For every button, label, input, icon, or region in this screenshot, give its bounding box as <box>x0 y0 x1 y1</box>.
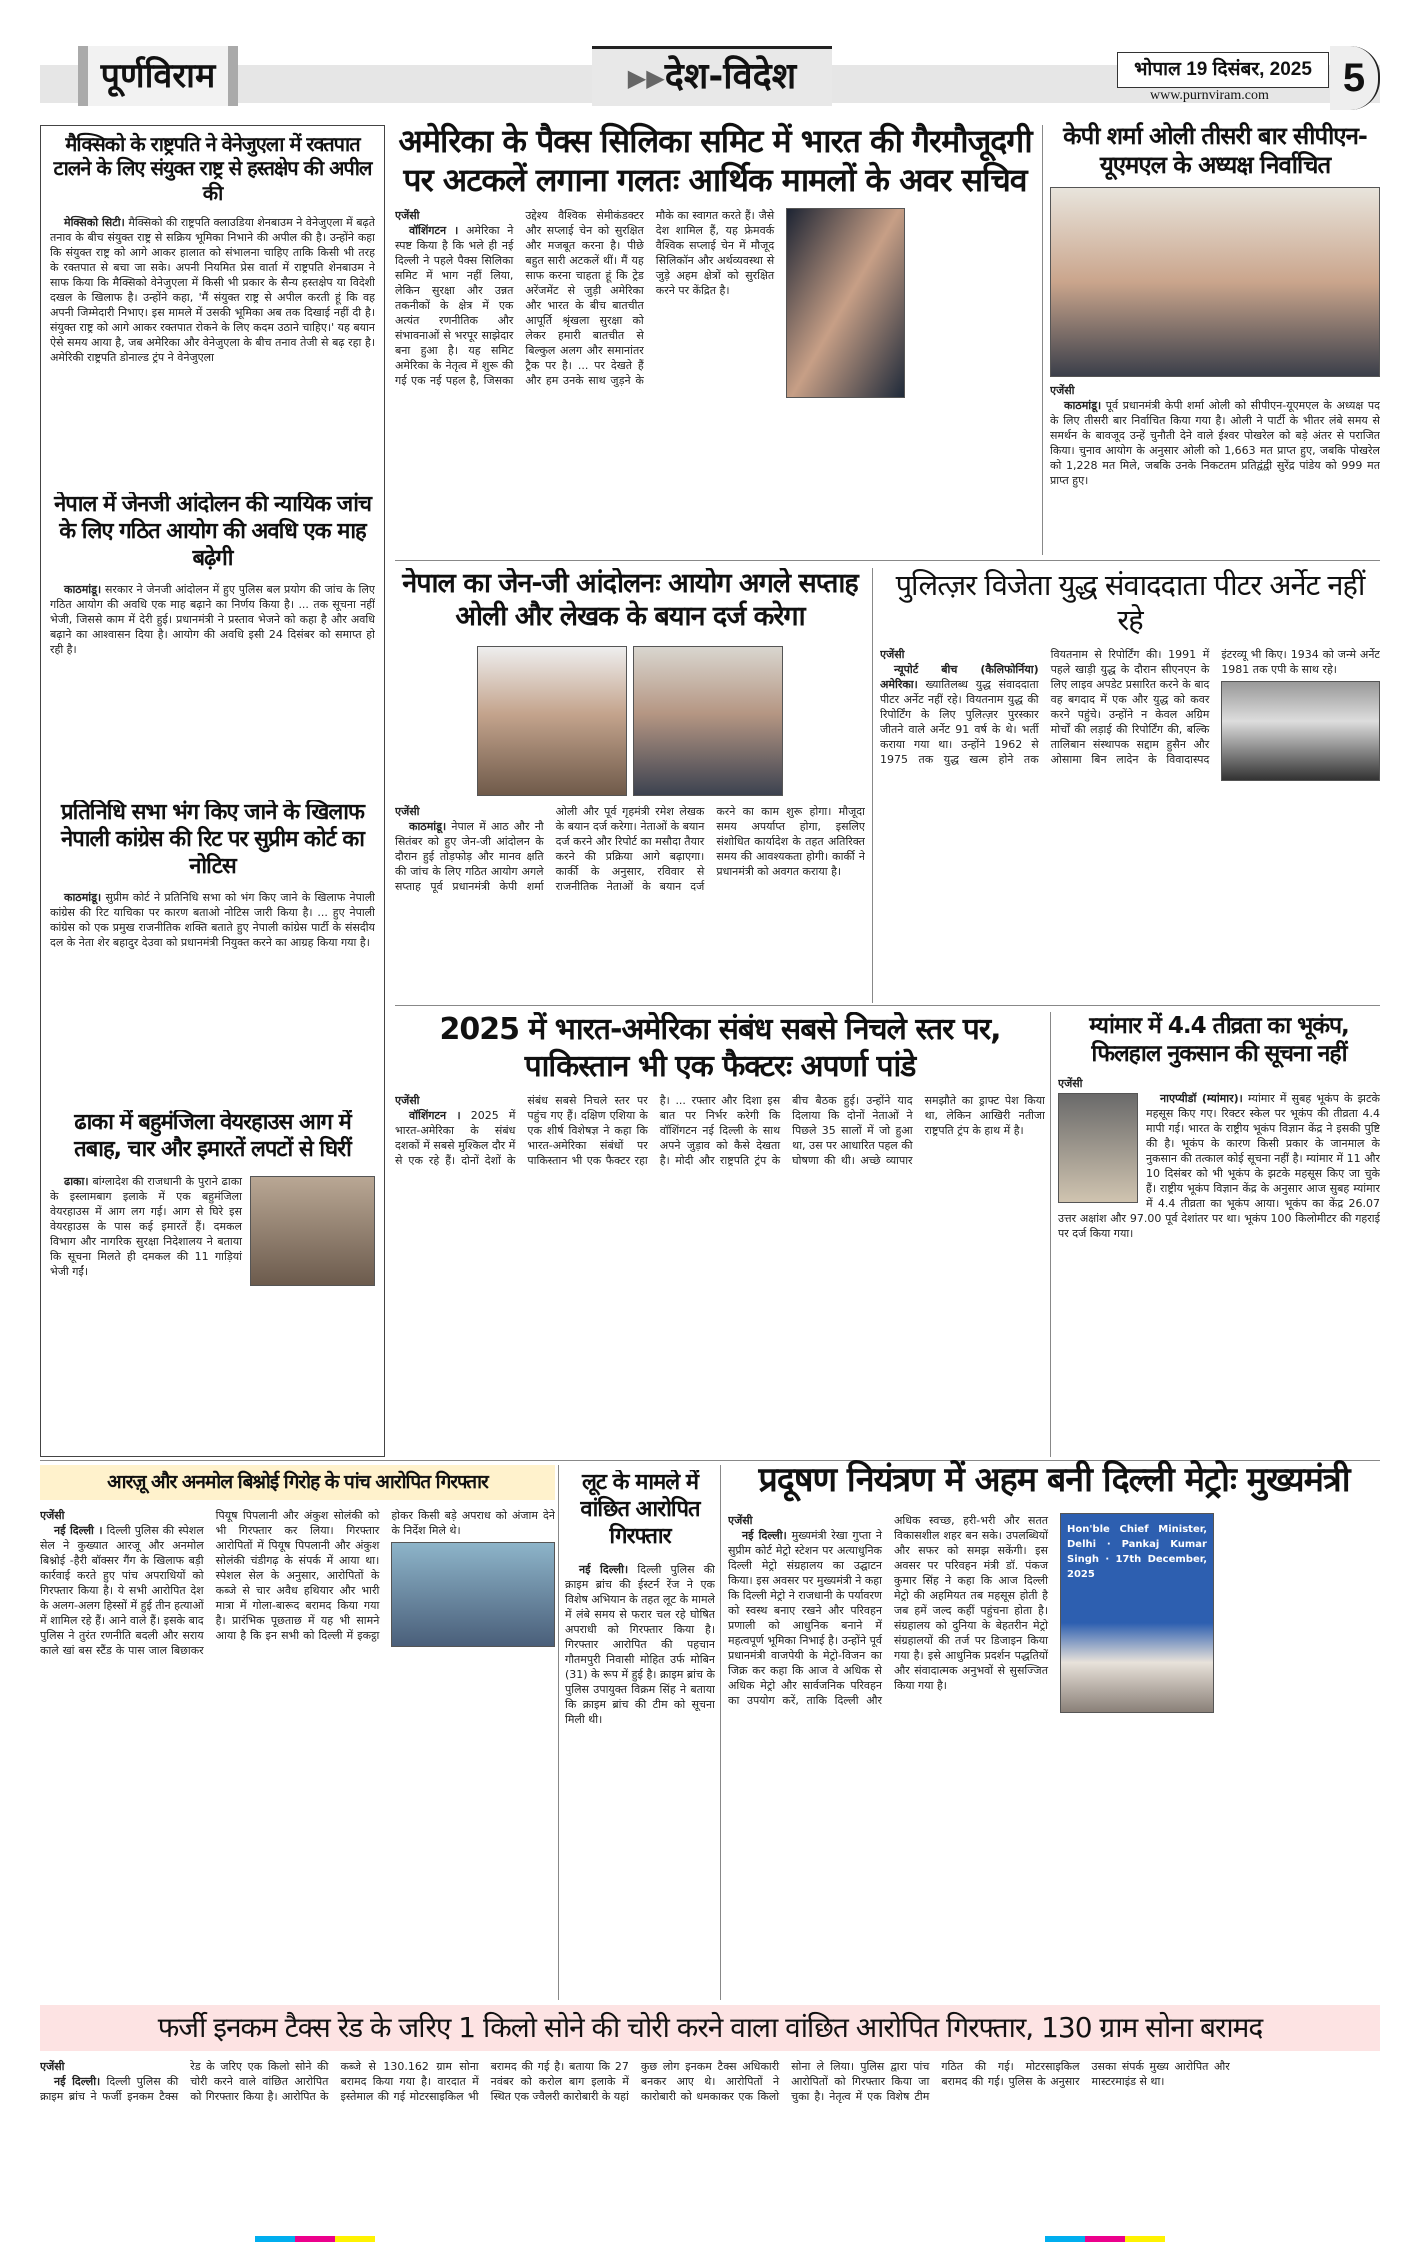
article-fake-it-raid: फर्जी इनकम टैक्स रेड के जरिए 1 किलो सोने की चोरी करने वाला वांछित आरोपित गिरफ्तार, 130 ग्राम सोना बरामद एजेंसी नई दिल्ली। दिल्ली पुलिस की क्राइम ब्रांच ने फर्जी इनकम टैक्स रेड के जरिए एक किलो सोने की चोरी करने वाले वांछित आरोपित को गिरफ्तार किया है। आरोपित के कब्जे से 130.162 ग्राम सोना बरामद किया गया है। वारदात में इस्तेमाल की गई मोटरसाइकिल भी बरामद की गई है। बताया कि 27 नवंबर को करोल बाग इलाके में स्थित एक ज्वैलरी कारोबारी के यहां कुछ लोग इनकम टैक्स अधिकारी बनकर आए थे। आरोपितों ने कारोबारी को धमकाकर एक किलो सोना ले लिया। पुलिस द्वारा पांच आरोपितों को गिरफ्तार किया जा चुका है। नेतृत्व में एक विशेष टीम गठित की गई। मोटरसाइकिल बरामद की गई। पुलिस के अनुसार उसका संपर्क मुख्य आरोपित और मास्टरमाइंड से था। <box>40 2005 1380 2233</box>
column-rule <box>1042 125 1043 555</box>
column-rule <box>1050 1012 1051 1457</box>
headline: मैक्सिको के राष्ट्रपति ने वेनेजुएला में रक्तपात टालने के लिए संयुक्त राष्ट्र से हस्तक्षेप की अपील की <box>53 132 372 205</box>
headline: नेपाल का जेन-जी आंदोलनः आयोग अगले सप्ताह ओली और लेखक के बयान दर्ज करेगा <box>402 568 858 632</box>
double-arrow-icon: ▶▶ <box>627 64 665 92</box>
registration-bar-magenta <box>295 2236 335 2242</box>
headline: अमेरिका के पैक्स सिलिका समिट में भारत की गैरमौजूदगी पर अटकलें लगाना गलतः आर्थिक मामलों के अवर सचिव <box>398 122 1032 200</box>
headline: प्रतिनिधि सभा भंग किए जाने के खिलाफ नेपाली कांग्रेस की रिट पर सुप्रीम कोर्ट का नोटिस <box>61 800 364 879</box>
column-rule <box>872 568 873 1003</box>
article-india-us: 2025 में भारत-अमेरिका संबंध सबसे निचले स्तर पर, पाकिस्तान भी एक फैक्टरः अपर्णा पांडे एजेंसी वॉशिंगटन । 2025 में भारत-अमेरिका के संबंध दशकों में सबसे मुश्किल दौर में से एक रहे हैं। दोनों देशों के संबंध सबसे निचले स्तर पर पहुंच गए हैं। दक्षिण एशिया के एक शीर्ष विशेषज्ञ ने कहा कि भारत-अमेरिका संबंधों पर पाकिस्तान भी एक फैक्टर रहा है। ... रफ्तार और दिशा इस बात पर निर्भर करेगी कि वॉशिंगटन नई दिल्ली के साथ अपने जुड़ाव को कैसे देखता है। मोदी और राष्ट्रपति ट्रंप के बीच बैठक हुई। उन्होंने याद दिलाया कि दोनों नेताओं ने पिछले 35 सालों में जो हुआ था, उस पर आधारित पहल की घोषणा की थी। अच्छे व्यापार समझौते का ड्राफ्ट पेश किया था, लेकिन आखिरी नतीजा राष्ट्रपति ट्रंप के हाथ में है। <box>395 1012 1045 1168</box>
article-kp-oli: केपी शर्मा ओली तीसरी बार सीपीएन-यूएमएल के अध्यक्ष निर्वाचित एजेंसी काठमांडू। पूर्व प्रधानमंत्री केपी शर्मा ओली को सीपीएन-यूएमएल के अध्यक्ष पद के लिए तीसरी बार निर्वाचित किया गया है। ओली ने पार्टी के भीतर लंबे समय से समर्थन के बावजूद उन्हें चुनौती देने वाले ईश्वर पोखरेल को बड़े अंतर से पराजित किया। चुनाव आयोग के अनुसार ओली को 1,663 मत प्राप्त हुए, जबकि पोखरेल को 1,228 मत मिले, जबकि उनके निकटतम प्रतिद्वंद्वी सुरेंद्र पांडेय को 999 मत प्राप्त हुए। <box>1050 122 1380 487</box>
oli-portrait-photo <box>477 646 627 796</box>
metro-museum-event-photo: Hon'ble Chief Minister, Delhi · Pankaj Kumar Singh · 17th December, 2025 <box>1060 1513 1214 1713</box>
article-delhi-metro: प्रदूषण नियंत्रण में अहम बनी दिल्ली मेट्रोः मुख्यमंत्री एजेंसी नई दिल्ली। मुख्यमंत्री रेखा गुप्ता ने सुप्रीम कोर्ट मेट्रो स्टेशन पर अत्याधुनिक दिल्ली मेट्रो संग्रहालय का उद्घाटन किया। इस अवसर पर मुख्यमंत्री ने कहा कि दिल्ली मेट्रो ने राजधानी के पर्यावरण को स्वस्थ बनाए रखने और परिवहन प्रणाली को आधुनिक बनाने में महत्वपूर्ण भूमिका निभाई है। उन्होंने पूर्व प्रधानमंत्री वाजपेयी के मेट्रो-विजन का जिक्र कर कहा कि आज वे अधिक से अधिक मेट्रो और सार्वजनिक परिवहन का उपयोग करें, ताकि दिल्ली और अधिक स्वच्छ, हरी-भरी और सतत विकासशील शहर बन सके। उपलब्धियों और सफर को समझ सकेंगी। इस अवसर पर परिवहन मंत्री डॉ. पंकज कुमार सिंह ने कहा कि आज दिल्ली मेट्रो की अहमियत तब महसूस होती है जब हमें जल्द कहीं पहुंचना होता है। संग्रहालय को दुनिया के बेहतरीन मेट्रो संग्रहालयों की तर्ज पर डिजाइन किया गया है। इसे आधुनिक प्रदर्शन पद्धतियों और संवादात्मक अनुभवों से सुसज्जित किया गया है। Hon'ble Chief Minister, Delhi · Pankaj Kumar Singh · 17th December, 2025 <box>728 1460 1380 2000</box>
registration-bar-yellow <box>1125 2236 1165 2242</box>
lekhak-portrait-photo <box>633 646 783 796</box>
earthquake-graphic <box>1058 1093 1138 1203</box>
headline: ढाका में बहुमंजिला वेयरहाउस आग में तबाह, चार और इमारतें लपटों से घिरीं <box>74 1110 351 1162</box>
page-number: 5 <box>1330 46 1380 110</box>
article-bishnoi-gang: आरज़ू और अनमोल बिश्नोई गिरोह के पांच आरोपित गिरफ्तार एजेंसी नई दिल्ली । दिल्ली पुलिस की स्पेशल सेल ने कुख्यात आरजू और अनमोल बिश्नोई -हैरी बॉक्सर गैंग के खिलाफ बड़ी कार्रवाई करते हुए पांच अपराधियों को गिरफ्तार किया है। ये सभी आरोपित देश के अलग-अलग हिस्सों में हुई तीन हत्याओं में शामिल रहे हैं। आने वाले हैं। इसके बाद पुलिस ने तुरंत रणनीति बदली और सराय काले खां बस स्टैंड के पास जाल बिछाकर पियूष पिपलानी और अंकुश सोलंकी को भी गिरफ्तार कर लिया। गिरफ्तार आरोपितों में पियूष पिपलानी और अंकुश सोलंकी चंडीगढ़ के संपर्क में आया था। स्पेशल सेल के अनुसार, आरोपितों के कब्जे से चार अवैध हथियार और भारी मात्रा में गोला-बारूद बरामद किया गया है। प्रारंभिक पूछताछ में यह भी सामने आया है कि इन सभी को दिल्ली में इकट्ठा होकर किसी बड़े अपराध को अंजाम देने के निर्देश मिले थे। <box>40 1465 555 2000</box>
headline: 2025 में भारत-अमेरिका संबंध सबसे निचले स्तर पर, पाकिस्तान भी एक फैक्टरः अपर्णा पांडे <box>439 1012 1001 1084</box>
newspaper-logo: पूर्णविराम <box>78 46 238 106</box>
section-title: ▶▶देश-विदेश <box>592 46 832 106</box>
portrait-photos <box>395 646 865 796</box>
headline: आरज़ू और अनमोल बिश्नोई गिरोह के पांच आरोपित गिरफ्तार <box>40 1465 555 1500</box>
dhaka-warehouse-photo <box>250 1176 375 1286</box>
peter-arnett-photo <box>1221 681 1380 781</box>
kp-oli-photo <box>1050 187 1380 377</box>
us-official-photo <box>786 208 904 398</box>
article-myanmar-quake: म्यांमार में 4.4 तीव्रता का भूकंप, फिलहाल नुकसान की सूचना नहीं एजेंसी नाएप्यीडॉ (म्यांमार)। म्यांमार में सुबह भूकंप के झटके महसूस किए गए। रिक्टर स्केल पर भूकंप की तीव्रता 4.4 मापी गई। भारत के राष्ट्रीय भूकंप विज्ञान केंद्र ने इसकी पुष्टि की है। भूकंप के कारण किसी प्रकार के जानमाल के नुकसान की तत्काल कोई सूचना नहीं है। म्यांमार में 11 और 10 दिसंबर को भी भूकंप के झटके महसूस किए जा चुके हैं। राष्ट्रीय भूकंप विज्ञान केंद्र के अनुसार आज सुबह म्यांमार में 4.4 तीव्रता का भूकंप आया। भूकंप का केंद्र 26.07 उत्तर अक्षांश और 97.00 पूर्व देशांतर पर था। भूकंप 100 किलोमीटर की गहराई पर दर्ज किया गया। <box>1058 1013 1380 1241</box>
registration-bar-yellow <box>335 2236 375 2242</box>
website-link[interactable]: www.purnviram.com <box>1150 88 1269 103</box>
section-divider <box>395 560 1380 561</box>
column-rule <box>720 1465 721 2000</box>
edition-date: भोपाल 19 दिसंबर, 2025 <box>1117 52 1329 88</box>
article-nepal-congress-writ: प्रतिनिधि सभा भंग किए जाने के खिलाफ नेपाली कांग्रेस की रिट पर सुप्रीम कोर्ट का नोटिस काठमांडू। सुप्रीम कोर्ट ने प्रतिनिधि सभा को भंग किए जाने के खिलाफ नेपाली कांग्रेस की रिट याचिका पर कारण बताओ नोटिस जारी किया है। ... हुए नेपाली कांग्रेस को एक प्रमुख राजनीतिक शक्ति बताते हुए नेपाली कांग्रेस पार्टी के संसदीय दल के नेता शेर बहादुर देउवा को प्रधानमंत्री नियुक्त करने का आग्रह किया गया है। <box>50 800 375 950</box>
headline: लूट के मामले में वांछित आरोपित गिरफ्तार <box>580 1470 700 1549</box>
article-pax-silica: अमेरिका के पैक्स सिलिका समिट में भारत की गैरमौजूदगी पर अटकलें लगाना गलतः आर्थिक मामलों के अवर सचिव एजेंसी वॉशिंगटन । अमेरिका ने स्पष्ट किया है कि भले ही नई दिल्ली ने पहले पैक्स सिलिका समिट में भाग नहीं लिया, लेकिन सुरक्षा और उन्नत तकनीकों के क्षेत्र में एक अत्यंत रणनीतिक और संभावनाओं से भरपूर साझेदार बना हुआ है। यह समिट अमेरिका के नेतृत्व में शुरू की गई एक नई पहल है, जिसका उद्देश्य वैश्विक सेमीकंडक्टर और सप्लाई चेन को सुरक्षित और मजबूत करना है। पीछे बहुत सारी अटकलें थीं। मैं यह साफ करना चाहता हूं कि ट्रेड अरेंजमेंट से जुड़ी अमेरिका और भारत के बीच बातचीत आपूर्ति श्रृंखला सुरक्षा को लेकर हमारी बातचीत से बिल्कुल अलग और समानांतर ट्रैक पर है। ... पर देखते हैं और हम उनके साथ जुड़ने के मौके का स्वागत करते हैं। जैसे देश शामिल हैं, यह फ्रेमवर्क वैश्विक सप्लाई चेन में मौजूद सिलिकॉन और अर्थव्यवस्था से जुड़े अहम क्षेत्रों को सुरक्षित करने पर केंद्रित है। <box>395 122 1035 562</box>
arrested-accused-photo <box>391 1542 555 1647</box>
headline: प्रदूषण नियंत्रण में अहम बनी दिल्ली मेट्रोः मुख्यमंत्री <box>758 1460 1350 1500</box>
article-peter-arnett: पुलित्ज़र विजेता युद्ध संवाददाता पीटर अर्नेट नहीं रहे एजेंसी न्यूपोर्ट बीच (कैलिफोर्निया) अमेरिका। ख्यातिलब्ध युद्ध संवाददाता पीटर अर्नेट नहीं रहे। वियतनाम युद्ध की रिपोर्टिंग के लिए पुलित्ज़र पुरस्कार जीतने वाले अर्नेट 91 वर्ष के थे। भर्ती कराया गया था। उन्होंने 1962 से 1975 तक युद्ध खत्म होने तक वियतनाम से रिपोर्टिंग की। 1991 में पहले खाड़ी युद्ध के दौरान सीएनएन के लिए लाइव अपडेट प्रसारित करने के बाद वह बगदाद में एक और युद्ध को कवर करने पहुंचे। उन्होंने न केवल अग्रिम मोर्चों की लड़ाई की रिपोर्टिंग की, बल्कि तालिबान संस्थापक सद्दाम हुसैन और ओसामा बिन लादेन के विवादास्पद इंटरव्यू भी किए। 1934 को जन्मे अर्नेट 1981 तक एपी के साथ रहे। <box>880 568 1380 1003</box>
registration-bar-cyan <box>1045 2236 1085 2242</box>
headline: नेपाल में जेनजी आंदोलन की न्यायिक जांच के लिए गठित आयोग की अवधि एक माह बढ़ेगी <box>54 492 371 571</box>
headline: पुलित्ज़र विजेता युद्ध संवाददाता पीटर अर्नेट नहीं रहे <box>895 568 1365 638</box>
article-nepal-genz-commission: नेपाल में जेनजी आंदोलन की न्यायिक जांच के लिए गठित आयोग की अवधि एक माह बढ़ेगी काठमांडू। सरकार ने जेनजी आंदोलन में हुए पुलिस बल प्रयोग की जांच के लिए गठित आयोग की अवधि एक माह बढ़ाने का निर्णय किया है। ... तक सूचना नहीं भेजी, जिससे काम में देरी हुई। प्रधानमंत्री ने प्रस्ताव भेजने को कहा है और अवधि बढ़ाने का आश्वासन दिया है। आयोग की अवधि इसी 24 दिसंबर को समाप्त हो रही है। <box>50 492 375 657</box>
article-dhaka-fire: ढाका में बहुमंजिला वेयरहाउस आग में तबाह, चार और इमारतें लपटों से घिरीं ढाका। बांग्लादेश की राजधानी के पुराने ढाका के इस्लामबाग इलाके में एक बहुमंजिला वेयरहाउस में आग लग गई। आग से घिरे इस वेयरहाउस के पास कई इमारतें हैं। दमकल विभाग और नागरिक सुरक्षा निदेशालय ने बताया कि सूचना मिलते ही दमकल की 11 गाड़ियां भेजी गईं। <box>50 1110 375 1450</box>
section-divider <box>395 1005 1380 1006</box>
headline: फर्जी इनकम टैक्स रेड के जरिए 1 किलो सोने की चोरी करने वाला वांछित आरोपित गिरफ्तार, 130 ग्राम सोना बरामद <box>40 2005 1380 2051</box>
article-mexico: मैक्सिको के राष्ट्रपति ने वेनेजुएला में रक्तपात टालने के लिए संयुक्त राष्ट्र से हस्तक्षेप की अपील की मेक्सिको सिटी। मैक्सिको की राष्ट्रपति क्लाउडिया शेनबाउम ने वेनेजुएला में बढ़ते तनाव के बीच संयुक्त राष्ट्र से सक्रिय भूमिका निभाने की अपील की है। उन्होंने कहा कि संयुक्त राष्ट्र को आगे आकर हालात को संभालना चाहिए ताकि किसी भी तरह के रक्तपात से बचा जा सके। अपनी नियमित प्रेस वार्ता में राष्ट्रपति शेनबाउम ने साफ किया कि मैक्सिको वेनेजुएला में किसी भी प्रकार के सैन्य हस्तक्षेप या विदेशी दखल के खिलाफ है। उन्होंने कहा, 'मैं संयुक्त राष्ट्र से अपील करती हूं कि वह अपनी जिम्मेदारी निभाए। इस मामले में उसकी भूमिका अब तक दिखाई नहीं दी है। संयुक्त राष्ट्र को आगे आकर रक्तपात रोकने के लिए कदम उठाने चाहिए।' यह बयान ऐसे समय आया है, जब अमेरिका और वेनेजुएला के बीच तनाव तेजी से बढ़ रहा है। अमेरिकी राष्ट्रपति डोनाल्ड ट्रंप ने वेनेजुएला <box>50 132 375 365</box>
article-loot-case: लूट के मामले में वांछित आरोपित गिरफ्तार नई दिल्ली। दिल्ली पुलिस की क्राइम ब्रांच की ईस्टर्न रेंज ने एक विशेष अभियान के तहत लूट के मामले में लंबे समय से फरार चल रहे घोषित अपराधी को गिरफ्तार किया है। गिरफ्तार आरोपित की पहचान गौतमपुरी निवासी मोहित उर्फ मोबिन (31) के रूप में हुई है। क्राइम ब्रांच के पुलिस उपायुक्त विक्रम सिंह ने बताया कि क्राइम ब्रांच की टीम को सूचना मिली थी। <box>565 1470 715 1727</box>
registration-bar-cyan <box>255 2236 295 2242</box>
article-nepal-genz-statements: नेपाल का जेन-जी आंदोलनः आयोग अगले सप्ताह ओली और लेखक के बयान दर्ज करेगा एजेंसी काठमांडू। नेपाल में आठ और नौ सितंबर को हुए जेन-जी आंदोलन के दौरान हुई तोड़फोड़ और मानव क्षति की जांच के लिए गठित आयोग अगले सप्ताह पूर्व प्रधानमंत्री केपी शर्मा ओली और पूर्व गृहमंत्री रमेश लेखक के बयान दर्ज करेगा। नेताओं के बयान दर्ज करने और रिपोर्ट का मसौदा तैयार करने की प्रक्रिया आगे बढ़ाएगा। कार्की के अनुसार, रविवार से राजनीतिक नेताओं के बयान दर्ज करने का काम शुरू होगा। मौजूदा समय अपर्याप्त होगा, इसलिए संशोधित कार्यादेश के तहत अतिरिक्त समय की आवश्यकता होगी। कार्की ने प्रधानमंत्री को अवगत कराया है। <box>395 568 865 893</box>
registration-bar-magenta <box>1085 2236 1125 2242</box>
headline: केपी शर्मा ओली तीसरी बार सीपीएन-यूएमएल के अध्यक्ष निर्वाचित <box>1063 122 1367 180</box>
headline: म्यांमार में 4.4 तीव्रता का भूकंप, फिलहाल नुकसान की सूचना नहीं <box>1089 1013 1349 1068</box>
column-rule <box>558 1465 559 2000</box>
